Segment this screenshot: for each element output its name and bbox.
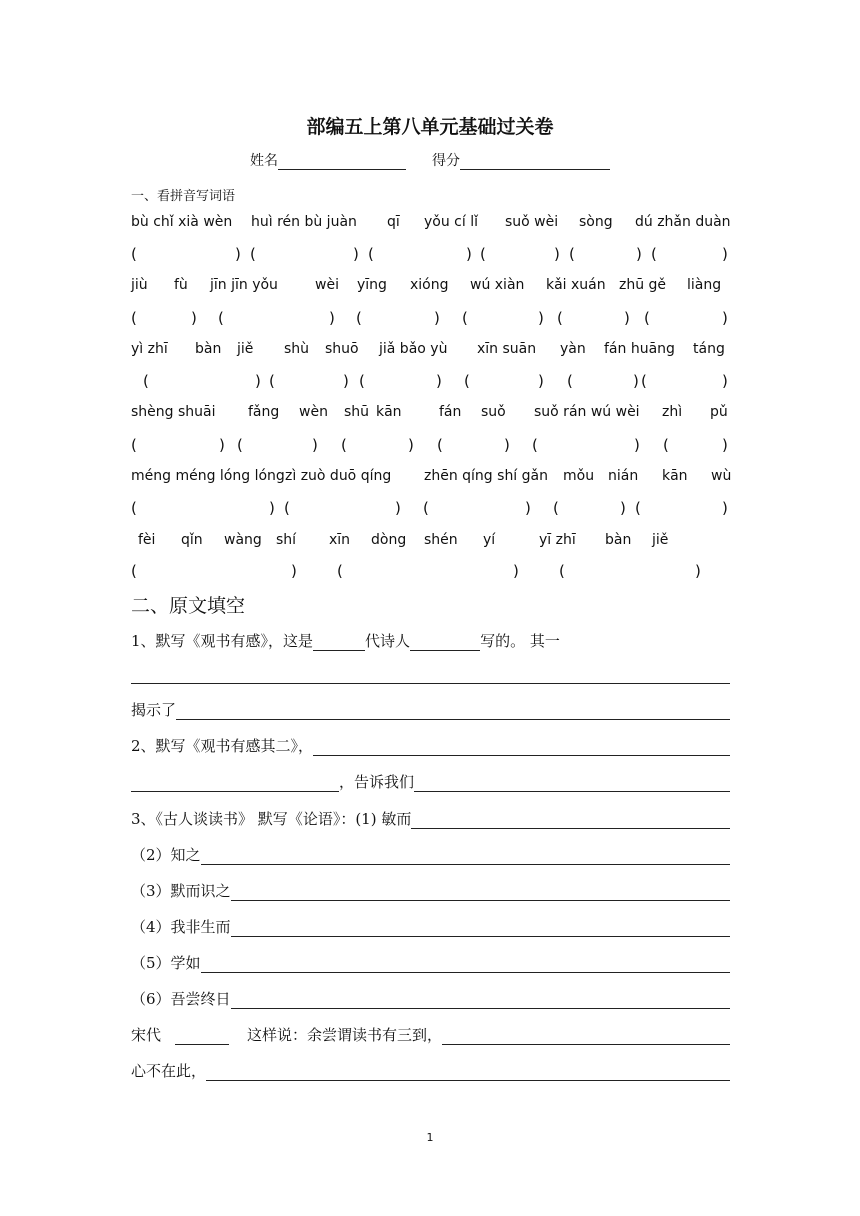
- pinyin: fán: [439, 404, 462, 420]
- paren: ): [255, 372, 261, 390]
- paren: ): [191, 309, 197, 327]
- paren: (: [368, 245, 374, 263]
- pinyin: suǒ rán wú wèi: [534, 404, 640, 420]
- paren: ): [235, 245, 241, 263]
- q2-tell-line: [131, 772, 730, 794]
- paren: ): [434, 309, 440, 327]
- q3-item-label: （4）我非生而: [131, 918, 231, 936]
- paren: (: [644, 309, 650, 327]
- answer-row-2[interactable]: [131, 309, 731, 329]
- paren: (: [532, 436, 538, 454]
- pinyin: shū: [344, 404, 370, 420]
- pinyin-row-6: [131, 532, 731, 552]
- answer-row-5[interactable]: [131, 499, 731, 519]
- pinyin: yǒu cí lǐ: [424, 214, 478, 230]
- name-label: 姓名: [250, 153, 278, 169]
- paren: ): [408, 436, 414, 454]
- paren: ): [291, 562, 297, 580]
- paren: ): [269, 499, 275, 517]
- pinyin: sòng: [579, 214, 613, 230]
- paren: ): [695, 562, 701, 580]
- answer-blank[interactable]: [231, 936, 730, 937]
- paren: ): [538, 372, 544, 390]
- paren: (: [567, 372, 573, 390]
- q3-item-label: （2）知之: [131, 846, 201, 864]
- paren: (: [131, 436, 137, 454]
- answer-blank[interactable]: [131, 791, 339, 792]
- paren: (: [569, 245, 575, 263]
- q1-reveal-line: [131, 700, 730, 722]
- paren: ): [504, 436, 510, 454]
- pinyin: mǒu: [563, 468, 595, 484]
- score-blank[interactable]: [460, 153, 610, 170]
- pinyin: shù: [284, 341, 310, 357]
- page-number: 1: [426, 1131, 434, 1144]
- name-score-row: [0, 150, 860, 170]
- pinyin: yīng: [357, 277, 387, 293]
- paren: (: [131, 499, 137, 517]
- paren: ): [513, 562, 519, 580]
- q3-item-line: [131, 845, 730, 867]
- answer-blank[interactable]: [201, 972, 730, 973]
- poet-blank[interactable]: [410, 650, 480, 651]
- pinyin: qī: [387, 214, 400, 230]
- pinyin: xióng: [410, 277, 449, 293]
- pinyin: fán huāng: [604, 341, 675, 357]
- section2-heading: 二、原文填空: [131, 595, 246, 617]
- pinyin: táng: [693, 341, 725, 357]
- paren: (: [218, 309, 224, 327]
- pinyin: bù chǐ xià wèn: [131, 214, 233, 230]
- paren: (: [663, 436, 669, 454]
- answer-blank[interactable]: [411, 828, 730, 829]
- pinyin: wú xiàn: [470, 277, 525, 293]
- pinyin: zì zuò duō qíng: [285, 468, 392, 484]
- q1-text-c: 写的。 其一: [480, 632, 560, 650]
- q4-heart-line: [131, 1061, 730, 1083]
- q2-text-a: 2、默写《观书有感其二》，: [131, 737, 314, 755]
- answer-blank[interactable]: [176, 719, 730, 720]
- paren: (: [337, 562, 343, 580]
- paren: (: [635, 499, 641, 517]
- answer-row-4[interactable]: [131, 436, 731, 456]
- pinyin: fǎng: [248, 404, 280, 420]
- pinyin: jīn jīn yǒu: [210, 277, 278, 293]
- q4-text-c: 心不在此，: [131, 1062, 207, 1080]
- paren: (: [553, 499, 559, 517]
- paren: ): [722, 499, 728, 517]
- pinyin: wàng: [224, 532, 262, 548]
- paren: (: [557, 309, 563, 327]
- answer-blank[interactable]: [231, 900, 730, 901]
- pinyin: pǔ: [710, 404, 728, 420]
- pinyin: bàn: [195, 341, 222, 357]
- pinyin: xīn: [329, 532, 351, 548]
- answer-blank[interactable]: [131, 683, 730, 684]
- paren: (: [462, 309, 468, 327]
- answer-blank[interactable]: [201, 864, 730, 865]
- pinyin: liàng: [687, 277, 722, 293]
- q3-intro-line: [131, 809, 730, 831]
- paren: (: [143, 372, 149, 390]
- pinyin: fù: [174, 277, 188, 293]
- answer-blank[interactable]: [442, 1044, 730, 1045]
- q3-item-label: （5）学如: [131, 954, 201, 972]
- author-blank[interactable]: [175, 1044, 229, 1045]
- paren: ): [722, 372, 728, 390]
- paren: ): [634, 436, 640, 454]
- pinyin: jiě: [237, 341, 254, 357]
- pinyin: fèi: [138, 532, 156, 548]
- q1-text-a: 1、默写《观书有感》，这是: [131, 632, 314, 650]
- q1-answer-line: [131, 664, 730, 686]
- paren: (: [641, 372, 647, 390]
- pinyin: wèn: [299, 404, 328, 420]
- pinyin: zhēn qíng shí gǎn: [424, 468, 548, 484]
- paren: (: [464, 372, 470, 390]
- paren: ): [538, 309, 544, 327]
- q3-item-line: [131, 989, 730, 1011]
- answer-blank[interactable]: [231, 1008, 730, 1009]
- paren: ): [329, 309, 335, 327]
- pinyin: yàn: [560, 341, 586, 357]
- paren: ): [219, 436, 225, 454]
- pinyin: kān: [662, 468, 688, 484]
- pinyin: huì rén bù juàn: [251, 214, 357, 230]
- paren: (: [651, 245, 657, 263]
- paren: ): [466, 245, 472, 263]
- paren: ): [722, 436, 728, 454]
- pinyin: wù: [711, 468, 732, 484]
- pinyin-row-1: [131, 214, 731, 234]
- paren: ): [624, 309, 630, 327]
- q4-text-a: 宋代: [131, 1026, 162, 1044]
- paren: ): [633, 372, 639, 390]
- paren: ): [620, 499, 626, 517]
- q3-intro: 3、《古人谈读书》 默写《论语》：(1) 敏而: [131, 810, 412, 828]
- paren: ): [436, 372, 442, 390]
- paren: ): [525, 499, 531, 517]
- pinyin: jiě: [652, 532, 669, 548]
- q1-text-b: 代诗人: [365, 632, 411, 650]
- section1-heading: 一、看拼音写词语: [131, 189, 236, 204]
- pinyin: shí: [276, 532, 297, 548]
- paren: (: [356, 309, 362, 327]
- pinyin: xīn suān: [477, 341, 537, 357]
- q3-item-label: （6）吾尝终日: [131, 990, 231, 1008]
- answer-row-3[interactable]: [131, 372, 731, 392]
- paren: (: [437, 436, 443, 454]
- paren: (: [131, 309, 137, 327]
- pinyin: dú zhǎn duàn: [635, 214, 731, 230]
- answer-blank[interactable]: [206, 1080, 730, 1081]
- paren: (: [423, 499, 429, 517]
- q1-line: [131, 631, 730, 653]
- pinyin: kǎi xuán: [546, 277, 606, 293]
- name-blank[interactable]: [278, 153, 406, 170]
- reveal-label: 揭示了: [131, 701, 177, 719]
- paren: (: [559, 562, 565, 580]
- pinyin: jiǎ bǎo yù: [379, 341, 448, 357]
- q2-text-b: ，告诉我们: [339, 773, 415, 791]
- pinyin: jiù: [131, 277, 148, 293]
- dynasty-blank[interactable]: [313, 650, 365, 651]
- paren: (: [237, 436, 243, 454]
- q3-item-line: [131, 881, 730, 903]
- paren: ): [722, 309, 728, 327]
- pinyin: shén: [424, 532, 458, 548]
- pinyin: méng méng lóng lóng: [131, 468, 285, 484]
- q4-text-b: 这样说：余尝谓读书有三到，: [247, 1026, 443, 1044]
- pinyin: qǐn: [181, 532, 203, 548]
- paren: (: [131, 245, 137, 263]
- q3-item-label: （3）默而识之: [131, 882, 231, 900]
- q3-item-line: [131, 917, 730, 939]
- pinyin-row-3: [131, 341, 731, 361]
- pinyin-row-5: [131, 468, 731, 488]
- pinyin: bàn: [605, 532, 632, 548]
- answer-blank[interactable]: [313, 755, 730, 756]
- pinyin: yì zhī: [131, 341, 168, 357]
- pinyin: yī zhī: [539, 532, 576, 548]
- paren: ): [353, 245, 359, 263]
- pinyin: shèng shuāi: [131, 404, 216, 420]
- paren: (: [250, 245, 256, 263]
- paren: (: [341, 436, 347, 454]
- answer-row-1[interactable]: [131, 245, 731, 265]
- page-title: 部编五上第八单元基础过关卷: [306, 116, 554, 138]
- paren: (: [269, 372, 275, 390]
- q2-line: [131, 736, 730, 758]
- pinyin: zhū gě: [619, 277, 667, 293]
- pinyin: wèi: [315, 277, 339, 293]
- paren: (: [480, 245, 486, 263]
- pinyin: kān: [376, 404, 402, 420]
- paren: ): [722, 245, 728, 263]
- q3-item-line: [131, 953, 730, 975]
- pinyin-row-2: [131, 277, 731, 297]
- paren: ): [554, 245, 560, 263]
- pinyin: shuō: [325, 341, 359, 357]
- pinyin: suǒ: [481, 404, 506, 420]
- paren: ): [343, 372, 349, 390]
- paren: (: [131, 562, 137, 580]
- paren: ): [312, 436, 318, 454]
- paren: (: [284, 499, 290, 517]
- pinyin: zhì: [662, 404, 683, 420]
- pinyin: dòng: [371, 532, 407, 548]
- pinyin-row-4: [131, 404, 731, 424]
- pinyin: suǒ wèi: [505, 214, 559, 230]
- paren: ): [395, 499, 401, 517]
- paren: (: [359, 372, 365, 390]
- pinyin: yí: [483, 532, 496, 548]
- score-label: 得分: [432, 153, 460, 169]
- answer-row-6[interactable]: [131, 562, 731, 582]
- pinyin: nián: [608, 468, 639, 484]
- q4-line: [131, 1025, 730, 1047]
- answer-blank[interactable]: [414, 791, 730, 792]
- paren: ): [636, 245, 642, 263]
